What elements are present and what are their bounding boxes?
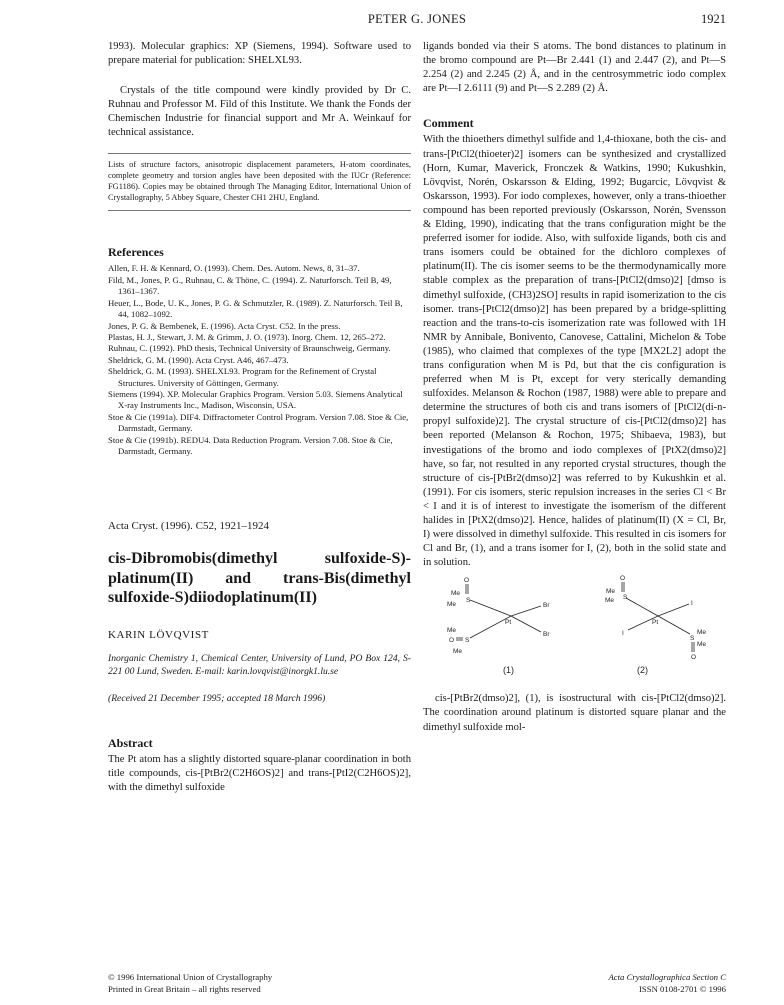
reference-item: Siemens (1994). XP. Molecular Graphics Program. Version 5.03. Siemens Analytical X-ray Instruments Inc., Madison, Wisconsin, USA.: [108, 388, 403, 411]
atom-label: Me: [606, 588, 616, 596]
atom-label: O: [449, 637, 455, 645]
printed-note: Printed in Great Britain – all rights reserved: [108, 983, 261, 994]
received-dates: (Received 21 December 1995; accepted 18 March 1996): [108, 693, 326, 705]
author-affiliation: Inorganic Chemistry 1, Chemical Center, University of Lund, PO Box 124, S-221 00 Lund, Sweden. E-mail: karin.lovqvist@inorgk1.lu.se: [108, 653, 411, 678]
comment-heading: Comment: [423, 116, 474, 131]
acknowledgements: Crystals of the title compound were kindly provided by Dr C. Ruhnau and Professor M. Fild of this Institute. We thank the Fonds der Chemischen Industrie for financial support and Mr A. Weinkauf for technical assistance.: [108, 85, 411, 139]
atom-label: O: [691, 654, 697, 662]
atom-label: I: [622, 630, 624, 638]
atom-label: Me: [447, 627, 457, 635]
abstract-heading: Abstract: [108, 736, 153, 751]
reference-item: Jones, P. G. & Bembenek, E. (1996). Acta Cryst. C52. In the press.: [108, 320, 341, 331]
atom-label: Me: [447, 601, 457, 609]
atom-label: S: [466, 597, 471, 605]
reference-item: Stoe & Cie (1991a). DIF4. Diffractometer Control Program. Version 7.08. Stoe & Cie, Darmstadt, Germany.: [108, 411, 409, 434]
issn: ISSN 0108-2701 © 1996: [639, 983, 726, 994]
reference-item: Ruhnau, C. (1992). PhD thesis, Technical University of Braunschweig, Germany.: [108, 343, 391, 354]
structure-1: [456, 584, 541, 640]
reference-item: Heuer, L., Bode, U. K., Jones, P. G. & Schmutzler, R. (1989). Z. Naturforsch. Teil B, 44, 1082–1092.: [108, 297, 403, 320]
comment-text: With the thioethers dimethyl sulfide and 1,4-thioxane, both the cis- and trans-[PtCl2(thioeter)2] isomers can be synthesized and crystallized (Horn, Kumar, Maverick, Fronczek & Watkins, 1990; Kukushkin, Lövqvist, Norén, Oskarsson & Elding, 1992; Bugarcic, Lövqvist & Oskarsson, 1993). For iodo complexes, however, only a trans-thioether compound has been reported previously (Oskarsson, Norén, Svensson & Elding, 1990), indicating that the trans configuration might be the preferred isomer for iodide. Also, with sulfoxide ligands, both cis and trans isomers could be obtained for the dichloro complexes of platinum(II). The cis isomer seems to be the thermodynamically more stable complex as the preparation of trans-[PtCl2(dmso)2] [dmso is dimethyl sulfoxide, (CH3)2SO] results in rapid isomerization to the cis isomer. trans-[PtCl2(dmso)2] has been prepared by a bridge-splitting reaction and the trans-to-cis isomerization rate was followed with 1H NMR by Annibale, Bonivento, Canovese, Cattalini, Michelon & Tobe (1985), who claimed that complexes of the type [MX2L2] adopt the trans configuration when M is Pd, but that the cis configuration is preferred when M is Pt, except for very sterically demanding sulfoxides. Melanson & Rochon (1987, 1988) were able to prepare and determine the structures of both cis and trans isomers of [PtCl2(di-n-propyl sulfoxide)2]. The crystal structure of cis-[PtCl2(dmso)2] has been reported (Melanson & Rochon, 1975; Shibaeva, 1983), but investigations of the bromo and iodo complexes of [PtX2(dmso)2] have, so far, not resulted in any reported crystal structures, though the structure of cis-[PtBr2(dmso)2] was referred to by Kukushkin et al. (1991). For cis isomers, steric repulsion increases in the series Cl < Br < I and it is of interest to investigate the isomerism of the different halides in [PtX2(dmso)2]. Hence, halides of platinum(II) (X = Cl, Br, I) were dissolved in dimethyl sulfoxide. This resulted in cis isomers for Cl and Br, (1), and a trans isomer for I, (2), both in the solid state and in solution.: [423, 134, 726, 569]
article-author: KARIN LÖVQVIST: [108, 628, 209, 641]
structure-2-label: (2): [637, 665, 648, 676]
intro-text: 1993). Molecular graphics: XP (Siemens, 1994). Software used to prepare material for publication: SHELXL93.: [108, 41, 411, 67]
atom-label: Me: [697, 641, 707, 649]
atom-label: Br: [543, 631, 550, 639]
atom-label: Me: [697, 629, 707, 637]
running-header-author: PETER G. JONES: [367, 12, 467, 26]
continued-paragraph: cis-[PtBr2(dmso)2], (1), is isostructural with cis-[PtCl2(dmso)2]. The coordination around platinum is distorted square planar and the dimethyl sulfoxide mol-: [423, 693, 726, 733]
continued-text: ligands bonded via their S atoms. The bond distances to platinum in the bromo compound are Pt—Br 2.441 (1) and 2.447 (2), and Pt—S 2.254 (2) and 2.245 (2) Å, and in the centrosymmetric iodo complex are Pt—I 2.6111 (9) and Pt—S 2.289 (2) Å.: [423, 41, 726, 95]
atom-label: I: [691, 600, 693, 608]
chemical-scheme: [423, 574, 726, 686]
atom-label: Pt: [505, 619, 512, 627]
atom-label: S: [623, 594, 628, 602]
references-heading: References: [108, 245, 164, 260]
right-column: [423, 40, 726, 735]
reference-item: Sheldrick, G. M. (1993). SHELXL93. Program for the Refinement of Crystal Structures. University of Göttingen, Germany.: [108, 366, 377, 388]
journal-name: Acta Crystallographica Section C: [608, 972, 726, 982]
running-header: [108, 12, 726, 30]
reference-item: Sheldrick, G. M. (1990). Acta Cryst. A46, 467–473.: [108, 354, 289, 365]
atom-label: Me: [451, 590, 461, 598]
copyright: © 1996 International Union of Crystallography: [108, 972, 273, 982]
left-column: [108, 40, 411, 796]
atom-label: Br: [543, 602, 550, 610]
structure-1-label: (1): [503, 665, 514, 676]
atom-label: S: [690, 635, 695, 643]
atom-label: Pt: [652, 619, 659, 627]
reference-item: Allen, F. H. & Kennard, O. (1993). Chem. Des. Autom. News, 8, 31–37.: [108, 263, 360, 274]
reference-item: Stoe & Cie (1991b). REDU4. Data Reduction Program. Version 7.08. Stoe & Cie, Darmstadt, Germany.: [108, 434, 393, 456]
page-number: 1921: [701, 12, 726, 26]
deposit-note: Lists of structure factors, anisotropic displacement parameters, H-atom coordinates, complete geometry and torsion angles have been deposited with the IUCr (Reference: FG1186). Copies may be obtained through The Managing Editor, International Union of Crystallography, 5 Abbey Square, Chester CH1 2HU, England.: [108, 153, 411, 212]
atom-label: O: [620, 575, 626, 583]
reference-item: Fild, M., Jones, P. G., Ruhnau, C. & Thöne, C. (1994). Z. Naturforsch. Teil B, 49, 1361–1367.: [108, 274, 392, 297]
atom-label: S: [465, 637, 470, 645]
structure-2: [622, 582, 694, 652]
footer-left: [108, 972, 411, 996]
reference-item: Plastas, H. J., Stewart, J. M. & Grimm, J. O. (1973). Inorg. Chem. 12, 265–272.: [108, 331, 386, 342]
article-title: cis-Dibromobis(dimethyl sulfoxide-S)-platinum(II) and trans-Bis(dimethyl sulfoxide-S)diiodoplatinum(II): [108, 550, 411, 607]
atom-label: Me: [453, 648, 463, 656]
article-citation: Acta Cryst. (1996). C52, 1921–1924: [108, 520, 270, 533]
atom-label: Me: [605, 597, 615, 605]
references-list: [108, 263, 411, 457]
atom-label: O: [464, 577, 470, 585]
abstract-text: The Pt atom has a slightly distorted square-planar coordination in both title compounds, cis-[PtBr2(C2H6OS)2] and trans-[PtI2(C2H6OS)2], with the dimethyl sulfoxide: [108, 754, 411, 794]
footer-right: [423, 972, 726, 996]
